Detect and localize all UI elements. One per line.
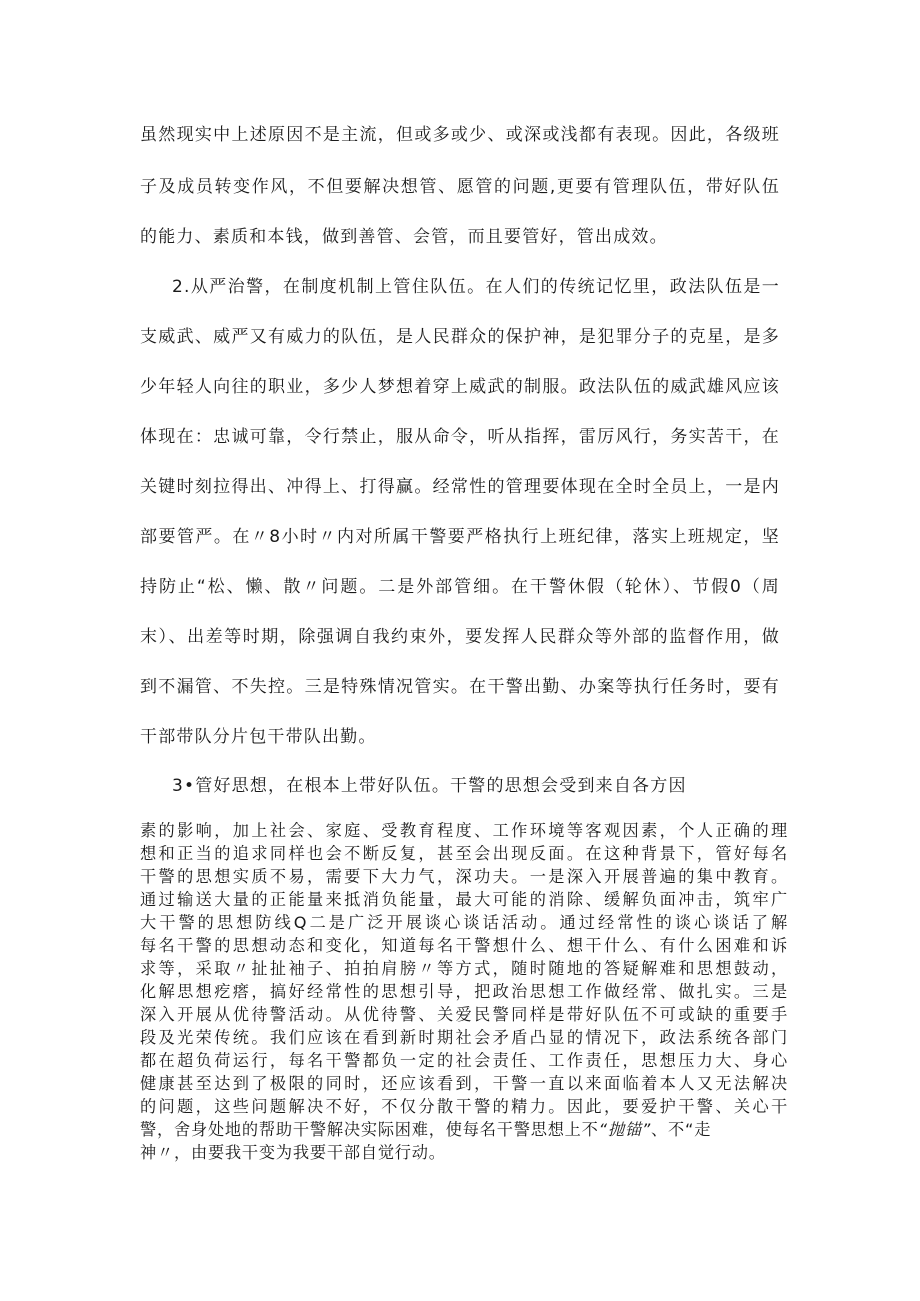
para2-line-9: 到不漏管、不失控。三是特殊情况管实。在干警出勤、办案等执行任务时，要有 (140, 677, 780, 697)
para1-line-1: 虽然现实中上述原因不是主流，但或多或少、或深或浅都有表现。因此，各级班 (140, 125, 780, 145)
para3-line-11: 都在超负荷运行，每名干警都负一定的社会责任、工作责任，思想压力大、身心 (140, 1051, 788, 1070)
para2-line-6: 部要管严。在〃8小时〃内对所属干警要严格执行上班纪律，落实上班规定，坚 (140, 527, 780, 547)
para3-line-14 (140, 1116, 788, 1140)
para3-line-8: 化解思想疙瘩，搞好经常性的思想引导，把政治思想工作做经常、做扎实。三是 (140, 982, 788, 1001)
para3-line-5: 大干警的思想防线Q二是广泛开展谈心谈话活动。通过经常性的谈心谈话了解 (140, 913, 788, 932)
para2-line-7: 持防止“松、懒、散〃问题。二是外部管细。在干警休假（轮休）、节假0（周 (140, 577, 780, 597)
para3-line-9: 深入开展从优待警活动。从优待警、关爱民警同样是带好队伍不可或缺的重要手 (140, 1005, 788, 1024)
para3-line-1: 素的影响，加上社会、家庭、受教育程度、工作环境等客观因素，个人正确的理 (140, 821, 788, 840)
para3-line-12: 健康甚至达到了极限的同时，还应该看到，干警一直以来面临着本人又无法解决 (140, 1074, 788, 1093)
para2-line-3: 少年轻人向往的职业，多少人梦想着穿上威武的制服。政法队伍的威武雄风应该 (140, 377, 780, 397)
para2-line-10: 干部带队分片包干带队出勤。 (140, 727, 377, 747)
para3-heading: 3•管好思想，在根本上带好队伍。干警的思想会受到来自各方因 (172, 776, 687, 796)
para3-line-15: 神〃，由要我干变为我要干部自觉行动。 (140, 1143, 446, 1162)
para2-line-2: 支威武、威严又有威力的队伍，是人民群众的保护神，是犯罪分子的克星，是多 (140, 327, 780, 347)
para2-line-4: 体现在：忠诚可靠，令行禁止，服从命令，听从指挥，雷厉风行，务实苦干，在 (140, 427, 780, 447)
para3-line-3: 干警的思想实质不易，需要下大力气，深功夫。一是深入开展普遍的集中教育。 (140, 867, 788, 886)
para3-line-4: 通过输送大量的正能量来抵消负能量，最大可能的消除、缓解负面冲击，筑牢广 (140, 890, 788, 909)
para3-line-10: 段及光荣传统。我们应该在看到新时期社会矛盾凸显的情况下，政法系统各部门 (140, 1028, 788, 1047)
quote-paomao: “抛锚” (598, 1120, 652, 1139)
para1-line-3: 的能力、素质和本钱，做到善管、会管，而且要管好，管出成效。 (140, 227, 668, 247)
para3-line-13: 的问题，这些问题解决不好，不仅分散干警的精力。因此，要爱护干警、关心干 (140, 1097, 788, 1116)
para3-line-6: 每名干警的思想动态和变化，知道每名干警想什么、想干什么、有什么困难和诉 (140, 936, 788, 955)
para1-line-2: 子及成员转变作风，不但要解决想管、愿管的问题,更要有管理队伍，带好队伍 (140, 177, 780, 197)
para3-line-14-sep: 、不“走 (651, 1120, 712, 1139)
para2-line-5: 关键时刻拉得出、冲得上、打得赢。经常性的管理要体现在全时全员上，一是内 (140, 477, 780, 497)
para3-line-2: 想和正当的追求同样也会不断反复，甚至会出现反面。在这种背景下，管好每名 (140, 844, 788, 863)
para2-line-1: 2.从严治警，在制度机制上管住队伍。在人们的传统记忆里，政法队伍是一 (172, 277, 780, 297)
para3-line-7: 求等，采取〃扯扯袖子、拍拍肩膀〃等方式，随时随地的答疑解难和思想鼓动， (140, 959, 788, 978)
para2-line-8: 末）、出差等时期，除强调自我约束外，要发挥人民群众等外部的监督作用，做 (140, 627, 780, 647)
para3-line-14-text: 警，舍身处地的帮助干警解决实际困难，使每名干警思想上不 (140, 1120, 599, 1139)
